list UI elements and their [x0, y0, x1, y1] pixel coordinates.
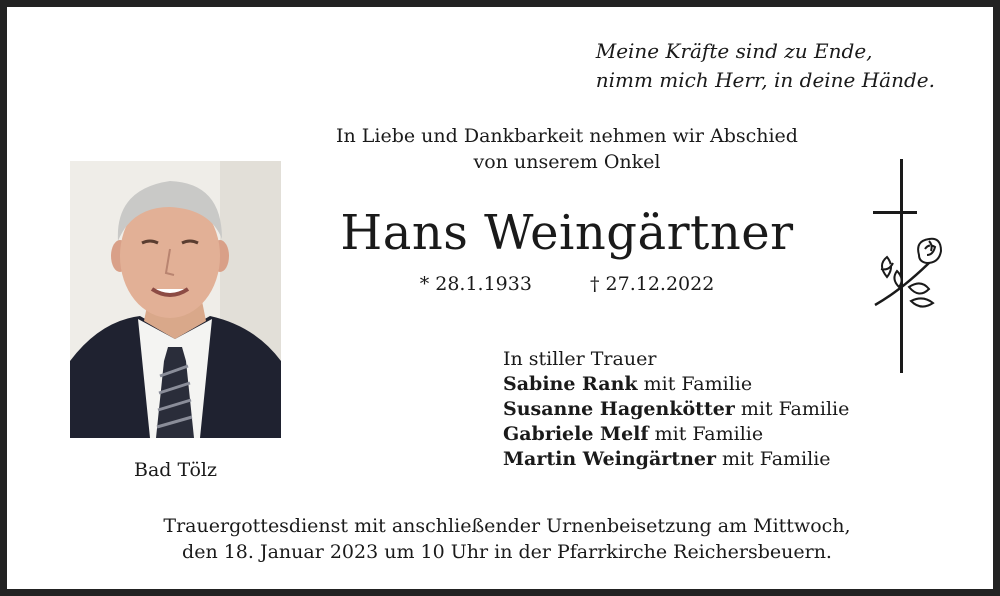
mourner-suffix: mit Familie [643, 373, 753, 395]
intro-line-2: von unserem Onkel [473, 151, 661, 173]
mourner-row [503, 447, 849, 472]
quote-line-2: nimm mich Herr, in deine Hände. [595, 68, 935, 92]
death-date: † 27.12.2022 [589, 273, 715, 295]
mourner-name: Martin Weingärtner [503, 448, 716, 470]
mourner-name: Sabine Rank [503, 373, 638, 395]
mourner-suffix: mit Familie [722, 448, 831, 470]
mourner-suffix: mit Familie [654, 423, 764, 445]
mourner-row [503, 397, 849, 422]
birth-date: * 28.1.1933 [419, 273, 532, 295]
mourner-name: Susanne Hagenkötter [503, 398, 735, 420]
quote-line-1: Meine Kräfte sind zu Ende, [595, 39, 873, 63]
service-line-2: den 18. Januar 2023 um 10 Uhr in der Pfarrkirche Reichersbeuern. [182, 541, 832, 563]
mourner-name: Gabriele Melf [503, 423, 649, 445]
cross-graphic [873, 159, 945, 373]
mourner-row [503, 422, 849, 447]
intro-line-1: In Liebe und Dankbarkeit nehmen wir Abschied [336, 125, 798, 147]
bible-quote [596, 37, 935, 95]
portrait-photo [70, 161, 281, 438]
mourners-heading: In stiller Trauer [503, 348, 657, 370]
service-announcement [7, 513, 1000, 565]
place-name: Bad Tölz [134, 459, 217, 481]
portrait-image [70, 161, 281, 438]
deceased-name: Hans Weingärtner [340, 205, 794, 261]
cross-with-rose-icon [873, 159, 945, 373]
mourner-suffix: mit Familie [740, 398, 850, 420]
mourner-row [503, 372, 849, 397]
service-line-1: Trauergottesdienst mit anschließender Urnenbeisetzung am Mittwoch, [163, 515, 851, 537]
mourners-block [503, 347, 849, 472]
